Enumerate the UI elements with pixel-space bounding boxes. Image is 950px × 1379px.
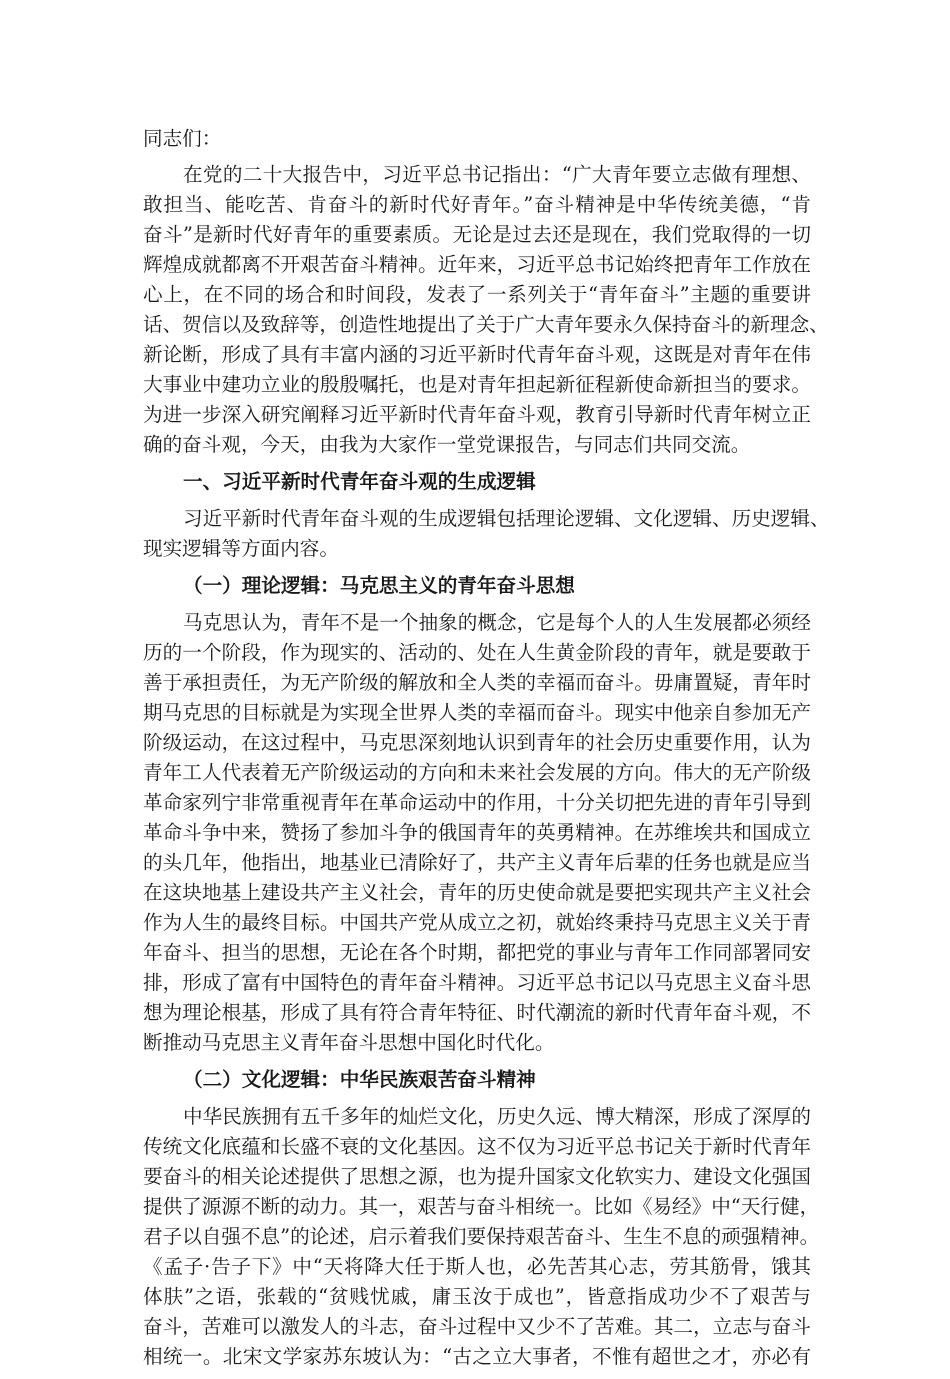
sub2-line: 提供了源源不断的动力。其一，艰苦与奋斗相统一。比如《易经》中“天行健， (143, 1195, 820, 1218)
sub2-line: 《孟子·告子下》中“天将降大任于斯人也，必先苦其心志，劳其筋骨，饿其 (143, 1255, 811, 1278)
sub1-line: 革命斗争中来，赞扬了参加斗争的俄国青年的英勇精神。在苏维埃共和国成立 (143, 821, 811, 844)
intro-paragraph (143, 160, 829, 460)
sub2-paragraph (143, 1102, 820, 1372)
sub2-line: 相统一。北宋文学家苏东坡认为：“古之立大事者，不惟有超世之才，亦必有 (143, 1345, 811, 1368)
sub2-line: 传统文化底蕴和长盛不衰的文化基因。这不仅为习近平总书记关于新时代青年 (143, 1135, 811, 1158)
intro-line: 大事业中建功立业的殷殷嘱托，也是对青年担起新征程新使命新担当的要求。 (143, 373, 811, 396)
sub2-line: 奋斗，苦难可以激发人的斗志，奋斗过程中又少不了苦难。其二，立志与奋斗 (143, 1315, 811, 1338)
sub1-line: 断推动马克思主义青年奋斗思想中国化时代化。 (143, 1031, 555, 1054)
intro-line: 心上，在不同的场合和时间段，发表了一系列关于“青年奋斗”主题的重要讲 (143, 283, 811, 306)
document-page (143, 122, 830, 1379)
section1-intro-line: 现实逻辑等方面内容。 (143, 537, 339, 560)
sub2-heading: （二）文化逻辑：中华民族艰苦奋斗精神 (183, 1068, 536, 1091)
section1-heading: 一、习近平新时代青年奋斗观的生成逻辑 (183, 470, 536, 493)
section1-intro-paragraph (143, 504, 830, 564)
intro-line: 辉煌成就都离不开艰苦奋斗精神。近年来，习近平总书记始终把青年工作放在 (143, 253, 811, 276)
sub1-line: 善于承担责任，为无产阶级的解放和全人类的幸福而奋斗。毋庸置疑，青年时 (143, 671, 811, 694)
sub1-line: 历的一个阶段，作为现实的、活动的、处在人生黄金阶段的青年，就是要敢于 (143, 641, 811, 664)
intro-line: 奋斗”是新时代好青年的重要素质。无论是过去还是现在，我们党取得的一切 (143, 223, 811, 246)
intro-line: 为进一步深入研究阐释习近平新时代青年奋斗观，教育引导新时代青年树立正 (143, 403, 811, 426)
sub1-line: 的头几年，他指出，地基业已清除好了，共产主义青年后辈的任务也就是应当 (143, 851, 811, 874)
sub1-line: 阶级运动，在这过程中，马克思深刻地认识到青年的社会历史重要作用，认为 (143, 731, 811, 754)
sub1-line: 排，形成了富有中国特色的青年奋斗精神。习近平总书记以马克思主义奋斗思 (143, 971, 811, 994)
sub2-line: 要奋斗的相关论述提供了思想之源，也为提升国家文化软实力、建设文化强国 (143, 1165, 811, 1188)
sub1-line: 在这块地基上建设共产主义社会，青年的历史使命就是要把实现共产主义社会 (143, 881, 811, 904)
sub1-line: 想为理论根基，形成了具有符合青年特征、时代潮流的新时代青年奋斗观，不 (143, 1001, 811, 1024)
sub1-line: 革命家列宁非常重视青年在革命运动中的作用，十分关切把先进的青年引导到 (143, 791, 811, 814)
sub2-line: 体肤”之语，张载的“贫贱忧戚，庸玉汝于成也”，皆意指成功少不了艰苦与 (143, 1285, 811, 1308)
sub2-line: 君子以自强不息”的论述，启示着我们要保持艰苦奋斗、生生不息的顽强精神。 (143, 1225, 820, 1248)
salutation: 同志们： (143, 127, 222, 150)
intro-line: 在党的二十大报告中，习近平总书记指出：“广大青年要立志做有理想、 (183, 163, 811, 186)
sub1-heading: （一）理论逻辑：马克思主义的青年奋斗思想 (183, 574, 575, 597)
intro-line: 敢担当、能吃苦、肯奋斗的新时代好青年。”奋斗精神是中华传统美德，“肯 (143, 193, 811, 216)
intro-line: 话、贺信以及致辞等，创造性地提出了关于广大青年要永久保持奋斗的新理念、 (143, 313, 829, 336)
sub1-line: 期马克思的目标就是为实现全世界人类的幸福而奋斗。现实中他亲自参加无产 (143, 701, 811, 724)
sub1-paragraph (143, 608, 811, 1058)
sub2-line: 中华民族拥有五千多年的灿烂文化，历史久远、博大精深，形成了深厚的 (183, 1105, 811, 1128)
intro-line: 确的奋斗观，今天，由我为大家作一堂党课报告，与同志们共同交流。 (143, 433, 751, 456)
sub1-line: 马克思认为，青年不是一个抽象的概念，它是每个人的人生发展都必须经 (183, 611, 811, 634)
sub1-line: 年奋斗、担当的思想，无论在各个时期，都把党的事业与青年工作同部署同安 (143, 941, 811, 964)
sub1-line: 作为人生的最终目标。中国共产党从成立之初，就始终秉持马克思主义关于青 (143, 911, 811, 934)
intro-line: 新论断，形成了具有丰富内涵的习近平新时代青年奋斗观，这既是对青年在伟 (143, 343, 811, 366)
sub1-line: 青年工人代表着无产阶级运动的方向和未来社会发展的方向。伟大的无产阶级 (143, 761, 811, 784)
section1-intro-line: 习近平新时代青年奋斗观的生成逻辑包括理论逻辑、文化逻辑、历史逻辑、 (183, 507, 830, 530)
